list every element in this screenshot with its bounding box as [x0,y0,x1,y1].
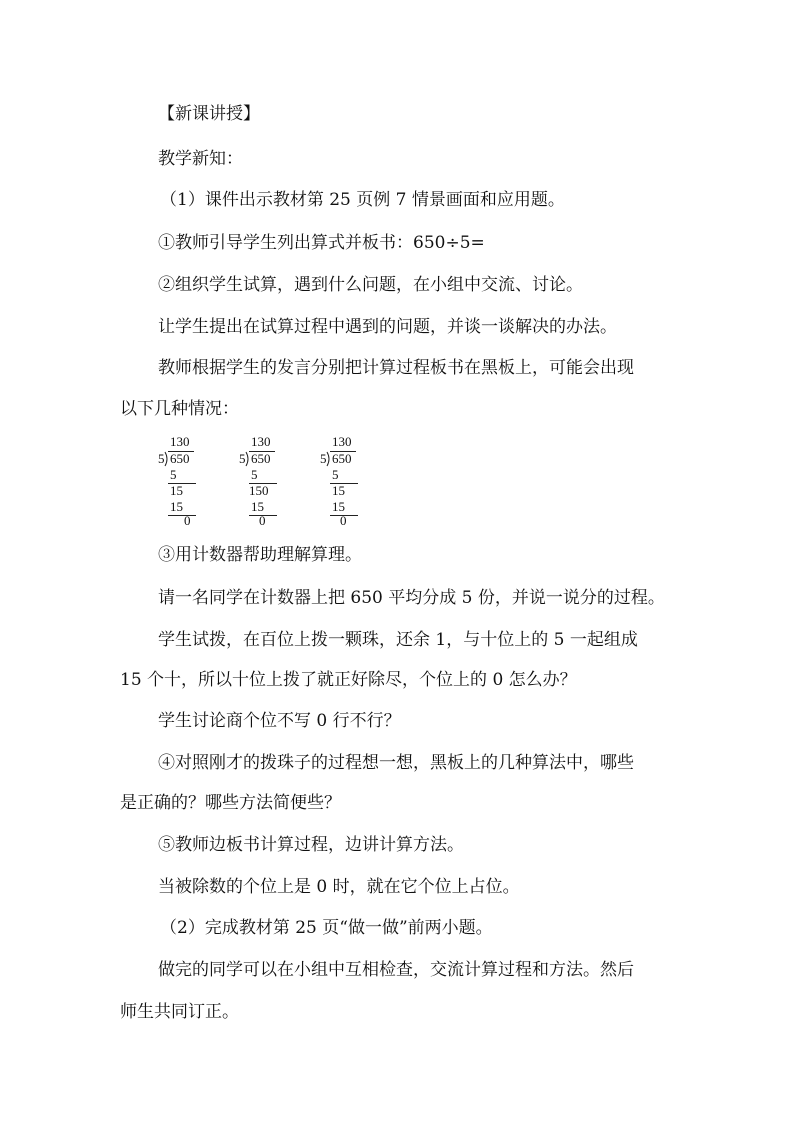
paragraph-12: 当被除数的个位上是 0 时，就在它个位上占位。 [158,877,520,897]
subheading: 教学新知： [158,149,243,169]
long-division-2 [239,434,299,528]
step-1: 5 [332,467,339,482]
paragraph-6: ③用计数器帮助理解算理。 [158,545,362,565]
step-2: 150 [249,483,269,498]
paragraph-14-line-1: 做完的同学可以在小组中互相检查，交流计算过程和方法。然后 [158,960,634,980]
remainder: 0 [184,513,191,528]
paragraph-9: 学生讨论商个位不写 0 行不行？ [158,711,401,731]
paragraph-10-line-1: ④对照刚才的拨珠子的过程想一想，黑板上的几种算法中，哪些 [158,753,634,773]
step-2: 15 [332,483,345,498]
paragraph-13: （2）完成教材第 25 页“做一做”前两小题。 [160,918,493,938]
step-2: 15 [170,483,183,498]
subtraction-line [168,515,196,516]
paragraph-5-line-2: 以下几种情况： [120,399,239,419]
step-3: 15 [251,499,264,514]
long-division-3 [320,434,380,528]
remainder: 0 [340,513,347,528]
dividend: 650 [332,451,352,466]
remainder: 0 [259,513,266,528]
dividend: 650 [251,451,271,466]
paragraph-10-line-2: 是正确的？哪些方法简便些？ [120,793,341,813]
paragraph-8-line-1: 学生试拨，在百位上拨一颗珠，还余 1，与十位上的 5 一起组成 [158,630,638,650]
quotient: 130 [251,434,271,449]
paragraph-11: ⑤教师边板书计算过程，边讲计算方法。 [158,835,464,855]
dividend: 650 [170,451,190,466]
divisor: 5 [239,451,246,466]
paragraph-14-line-2: 师生共同订正。 [120,1002,239,1022]
paragraph-4: 让学生提出在试算过程中遇到的问题，并谈一谈解决的办法。 [158,317,617,337]
paragraph-1: （1）课件出示教材第 25 页例 7 情景画面和应用题。 [160,190,565,210]
step-1: 5 [251,467,258,482]
paragraph-5-line-1: 教师根据学生的发言分别把计算过程板书在黑板上，可能会出现 [158,358,634,378]
paragraph-7: 请一名同学在计数器上把 650 平均分成 5 份，并说一说分的过程。 [158,588,665,608]
quotient: 130 [332,434,352,449]
section-heading: 【新课讲授】 [158,104,260,124]
long-division-1 [158,434,218,528]
step-1: 5 [170,467,177,482]
divisor: 5 [158,451,165,466]
paragraph-3: ②组织学生试算，遇到什么问题，在小组中交流、讨论。 [158,275,583,295]
paragraph-2: ①教师引导学生列出算式并板书：650÷5= [158,233,485,253]
quotient: 130 [170,434,190,449]
divisor: 5 [320,451,327,466]
paragraph-8-line-2: 15 个十，所以十位上拨了就正好除尽，个位上的 0 怎么办？ [120,670,577,690]
step-3: 15 [332,499,345,514]
step-3: 15 [170,499,183,514]
